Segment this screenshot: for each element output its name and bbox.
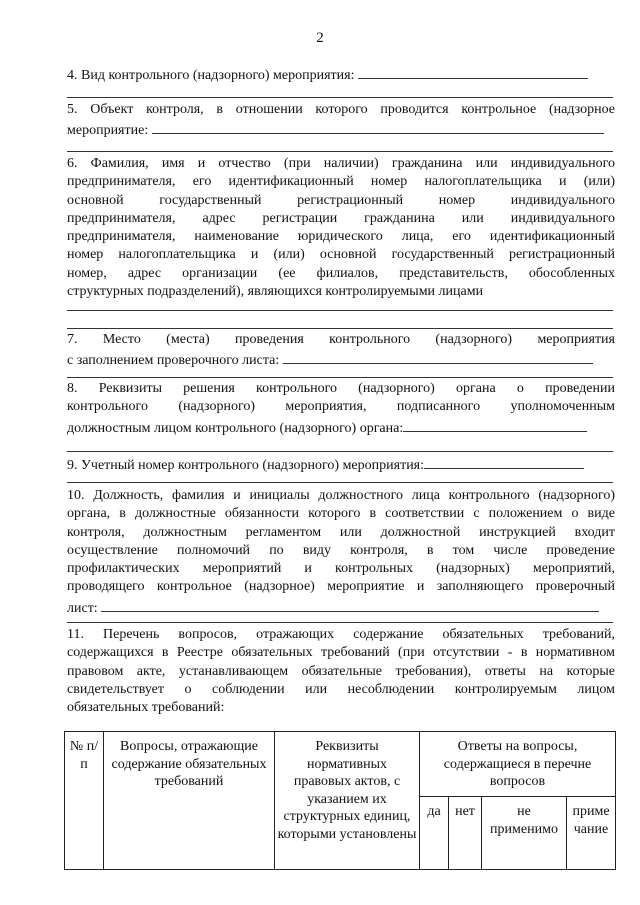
section-5-label: мероприятие:	[67, 123, 149, 139]
section-6-line: 6. Фамилия, имя и отчество (при наличии) гражданина или индивидуального	[67, 156, 615, 171]
separator-line	[67, 328, 613, 329]
section-7	[67, 331, 615, 371]
section-10-line: проводящего контрольное (надзорное) мероприятие и заполняющего проверочный	[67, 579, 615, 595]
header-requisites: Реквизиты нормативных правовых актов, с указанием их структурных единиц, которыми установлены	[275, 732, 420, 870]
section-6-line: предпринимателя, адрес регистрации гражданина или индивидуального	[67, 210, 615, 226]
header-number: № п/п	[65, 732, 104, 870]
section-5-field[interactable]	[152, 119, 604, 134]
header-answers: Ответы на вопросы, содержащиеся в перечне вопросов	[420, 732, 616, 797]
section-9	[67, 454, 615, 475]
section-6-line: основной государственный регистрационный номер индивидуального	[67, 192, 615, 208]
section-6-field[interactable]	[67, 310, 613, 311]
section-11	[67, 626, 615, 717]
section-10	[67, 487, 615, 618]
section-4	[67, 64, 615, 85]
requirements-table	[64, 731, 616, 870]
section-8-field[interactable]	[403, 417, 587, 432]
section-10-label: лист:	[67, 600, 98, 616]
section-10-line: 10. Должность, фамилия и инициалы должностного лица контрольного (надзорного)	[67, 488, 615, 503]
section-8-line-1: 8. Реквизиты решения контрольного (надзорного) органа о проведении	[67, 381, 615, 396]
section-7-label: с заполнением проверочного листа:	[67, 353, 280, 369]
section-11-line: содержащихся в Реестре обязательных требований (при отсутствии - в нормативном	[67, 645, 615, 661]
section-6-line: структурных подразделений), являющихся контролируемыми лицами	[67, 284, 484, 300]
section-10-line: профилактических мероприятий и контрольных (надзорных) мероприятий,	[67, 561, 615, 577]
header-questions: Вопросы, отражающие содержание обязательных требований	[104, 732, 275, 870]
header-yes: да	[420, 797, 449, 870]
section-6-line: предпринимателя, его идентификационный номер налогоплательщика и (или)	[67, 174, 615, 190]
section-11-line: 11. Перечень вопросов, отражающих содержание обязательных требований,	[67, 627, 615, 642]
table-header-row	[65, 732, 616, 797]
section-10-field[interactable]	[101, 597, 599, 612]
section-4-label: 4. Вид контрольного (надзорного) мероприятия:	[67, 68, 355, 83]
section-10-line: осуществление полномочий по виду контроля, в том числе проведение	[67, 542, 615, 558]
section-6	[67, 155, 615, 301]
separator-line	[67, 377, 613, 378]
separator-line	[67, 482, 613, 483]
section-7-field[interactable]	[283, 349, 593, 364]
section-4-field[interactable]	[358, 64, 588, 79]
header-no: нет	[449, 797, 482, 870]
section-5	[67, 101, 615, 141]
section-8-label: должностным лицом контрольного (надзорного) органа:	[67, 420, 404, 436]
section-8-line-2: контрольного (надзорного) мероприятия, подписанного уполномоченным	[67, 399, 615, 415]
section-8	[67, 380, 615, 438]
separator-line	[67, 97, 613, 98]
section-6-line: номер, адрес организации (ее филиалов, представительств, обособленных	[67, 265, 615, 281]
section-7-line-1: 7. Место (места) проведения контрольного (надзорного) мероприятия	[67, 332, 615, 347]
section-6-line: номер налогоплательщика и (или) основной государственный регистрационный	[67, 247, 615, 263]
section-5-line-1: 5. Объект контроля, в отношении которого проводится контрольное (надзорное	[67, 102, 615, 117]
section-10-line: органа, в должностные обязанности которого в соответствии с положением о виде	[67, 506, 615, 522]
section-11-line: правовом акте, устанавливающем обязательные требования), ответы на которые	[67, 663, 615, 679]
header-not-applicable: не применимо	[482, 797, 567, 870]
separator-line	[67, 451, 613, 452]
section-6-line: предпринимателя, наименование юридического лица, его идентификационный	[67, 229, 615, 245]
section-10-line: контроля, должностным регламентом или должностной инструкцией входит	[67, 524, 615, 540]
separator-line	[67, 622, 613, 623]
section-9-label: 9. Учетный номер контрольного (надзорного) мероприятия:	[67, 458, 425, 473]
section-11-line: обязательных требований:	[67, 700, 225, 716]
header-note: приме чание	[567, 797, 616, 870]
section-11-line: свидетельствует о соблюдении или несоблюдении контролируемым лицом	[67, 681, 615, 697]
section-9-field[interactable]	[424, 454, 584, 469]
separator-line	[67, 151, 613, 152]
page-number: 2	[316, 30, 324, 46]
